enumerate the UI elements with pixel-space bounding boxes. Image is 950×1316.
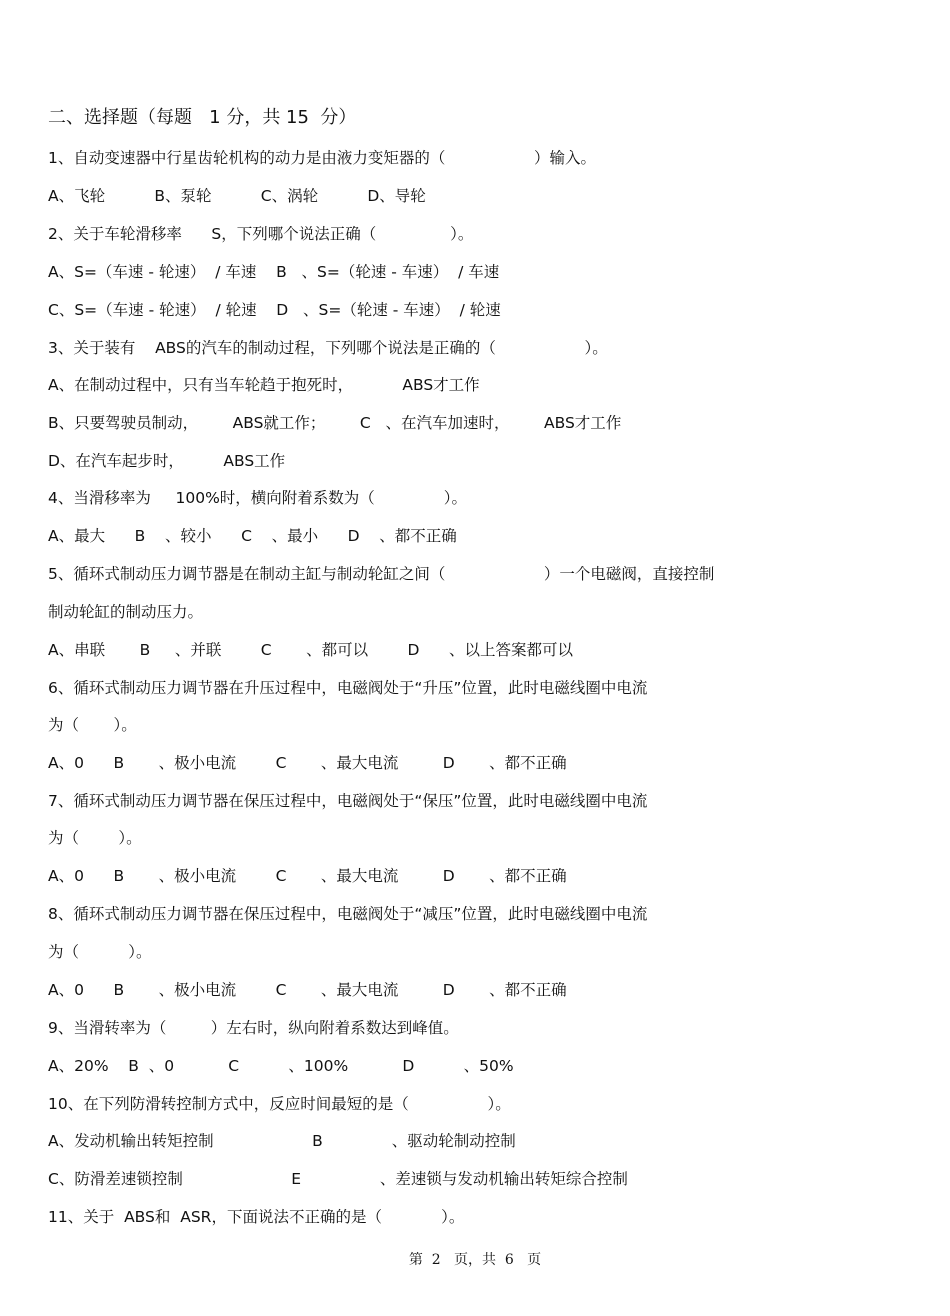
question-2: 2、关于车轮滑移率 S，下列哪个说法正确（ ）。 (48, 225, 474, 243)
question-3-options-bc: B、只要驾驶员制动， ABS就工作； C 、在汽车加速时， ABS才工作 (48, 414, 622, 432)
question-7-continued: 为（ ）。 (48, 829, 142, 847)
question-3-option-a: A、在制动过程中，只有当车轮趋于抱死时， ABS才工作 (48, 376, 480, 394)
question-2-options-ab: A、S=（车速 - 轮速） / 车速 B 、S=（轮速 - 车速） / 车速 (48, 263, 500, 281)
question-7-options: A、0 B 、极小电流 C 、最大电流 D 、都不正确 (48, 867, 567, 885)
question-11: 11、关于 ABS和 ASR，下面说法不正确的是（ ）。 (48, 1208, 465, 1226)
question-7: 7、循环式制动压力调节器在保压过程中，电磁阀处于“保压”位置，此时电磁线圈中电流 (48, 792, 648, 810)
question-3-option-d: D、在汽车起步时， ABS工作 (48, 452, 286, 470)
question-2-options-cd: C、S=（车速 - 轮速） / 轮速 D 、S=（轮速 - 车速） / 轮速 (48, 301, 501, 319)
question-3: 3、关于装有 ABS的汽车的制动过程，下列哪个说法是正确的（ ）。 (48, 339, 608, 357)
question-4: 4、当滑移率为 100%时，横向附着系数为（ ）。 (48, 489, 468, 507)
question-4-options: A、最大 B 、较小 C 、最小 D 、都不正确 (48, 527, 457, 545)
question-8-continued: 为（ ）。 (48, 943, 152, 961)
question-9: 9、当滑转率为（ ）左右时，纵向附着系数达到峰值。 (48, 1019, 459, 1037)
question-9-options: A、20% B 、0 C 、100% D 、50% (48, 1057, 514, 1075)
question-1-options: A、飞轮 B、泵轮 C、涡轮 D、导轮 (48, 187, 426, 205)
question-10: 10、在下列防滑转控制方式中，反应时间最短的是（ ）。 (48, 1095, 511, 1113)
question-6-continued: 为（ ）。 (48, 716, 137, 734)
question-10-options-ce: C、防滑差速锁控制 E 、差速锁与发动机输出转矩综合控制 (48, 1170, 628, 1188)
question-8: 8、循环式制动压力调节器在保压过程中，电磁阀处于“减压”位置，此时电磁线圈中电流 (48, 905, 648, 923)
question-5: 5、循环式制动压力调节器是在制动主缸与制动轮缸之间（ ）一个电磁阀，直接控制 (48, 565, 715, 583)
question-1: 1、自动变速器中行星齿轮机构的动力是由液力变矩器的（ ）输入。 (48, 149, 597, 167)
question-6-options: A、0 B 、极小电流 C 、最大电流 D 、都不正确 (48, 754, 567, 772)
question-8-options: A、0 B 、极小电流 C 、最大电流 D 、都不正确 (48, 981, 567, 999)
section-title: 二、选择题（每题 1 分，共 15 分） (48, 107, 357, 128)
page-footer: 第 2 页，共 6 页 (408, 1252, 542, 1268)
question-5-continued: 制动轮缸的制动压力。 (48, 603, 204, 621)
question-6: 6、循环式制动压力调节器在升压过程中，电磁阀处于“升压”位置，此时电磁线圈中电流 (48, 679, 648, 697)
question-5-options: A、串联 B 、并联 C 、都可以 D 、以上答案都可以 (48, 641, 574, 659)
question-10-options-ab: A、发动机输出转矩控制 B 、驱动轮制动控制 (48, 1132, 516, 1150)
